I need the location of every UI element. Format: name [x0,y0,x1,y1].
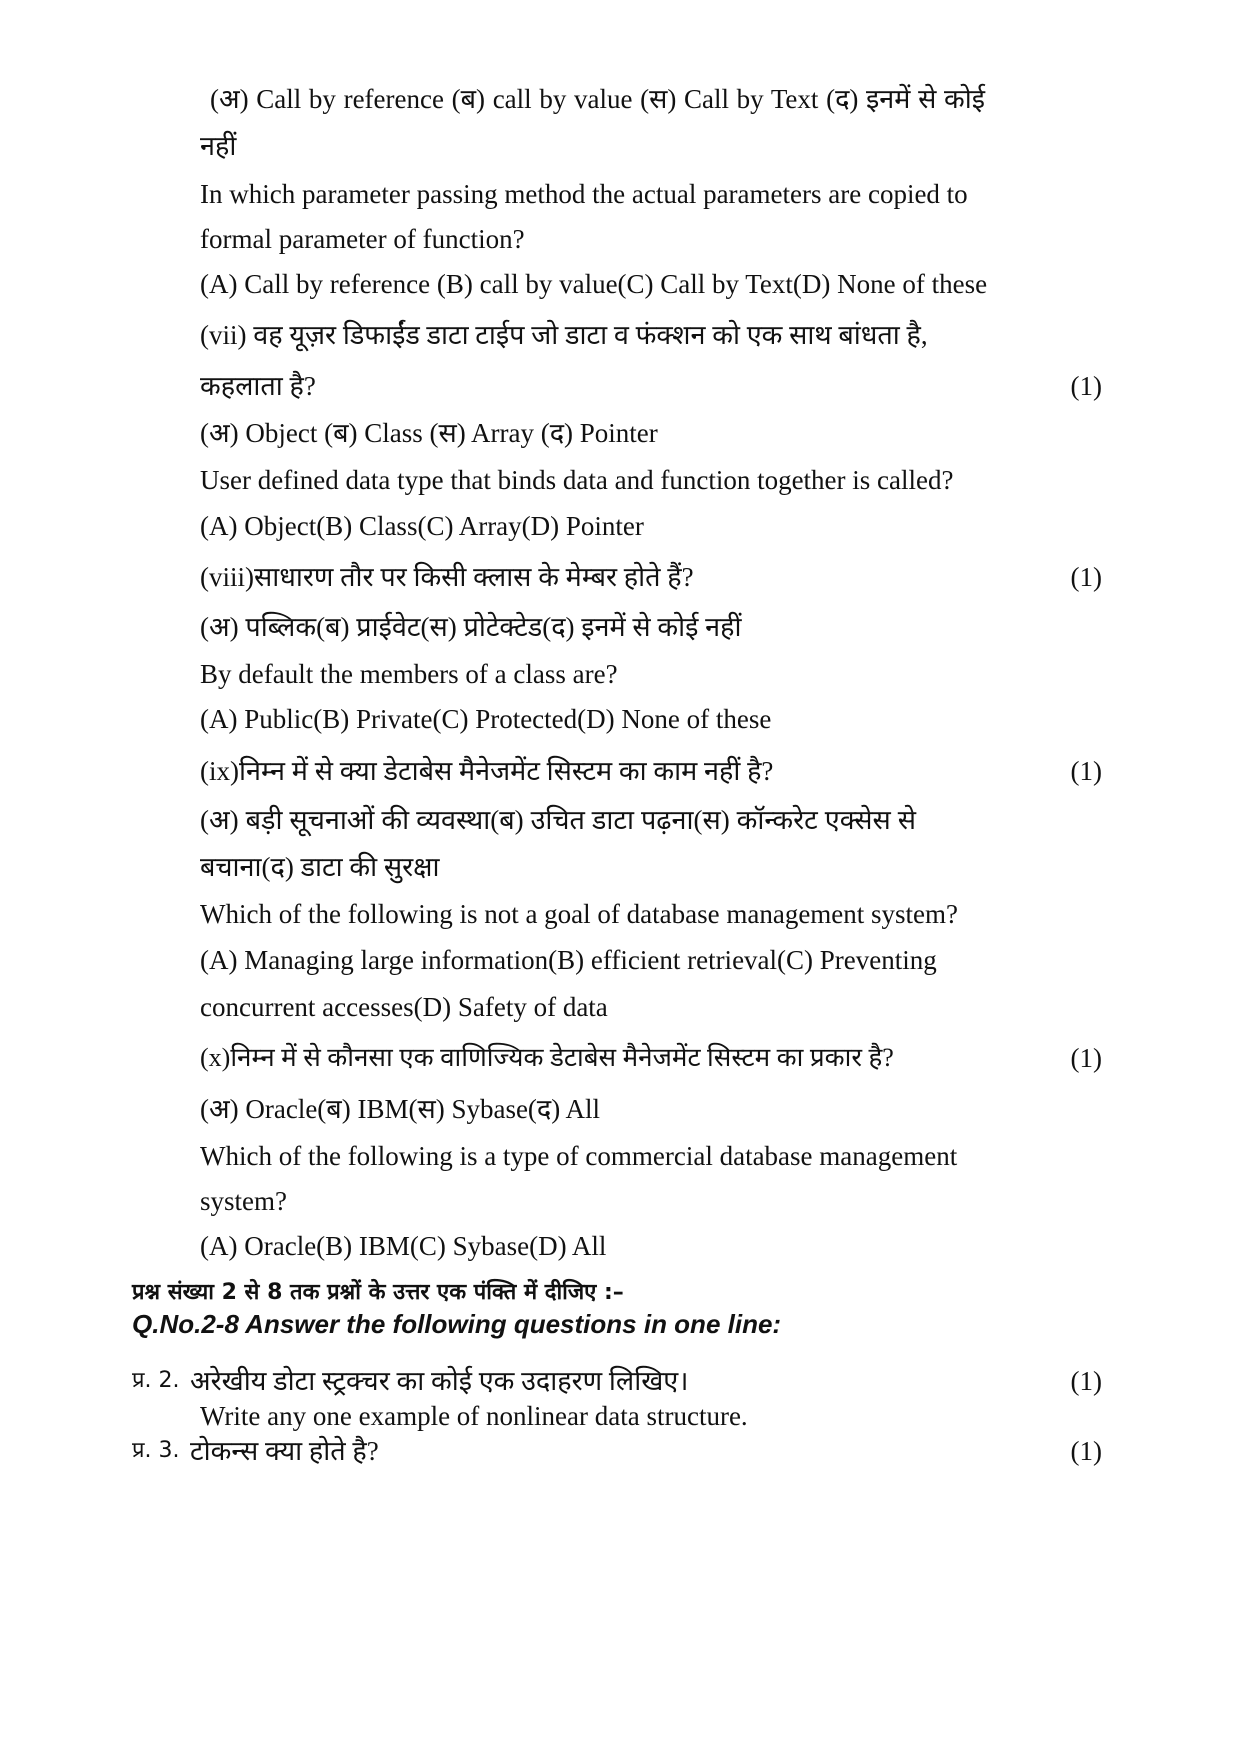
exam-page: (अ) Call by reference (ब) call by value (स) Call by Text (द) इनमें से कोई नहीं In which parameter passing method the actual parameters are copied to formal parameter of function? (A) Call by reference (B) call by value(C) Call by Text(D) None of these (vii) वह यूज़र डिफाईंड डाटा टाईप जो डाटा व फंक्शन को एक साथ बांधता है, कहलाता है? (1) (अ) Object (ब) Class (स) Array (द) Pointer User defined data type that binds data and function together is called? (A) Object(B) Class(C) Array(D) Pointer (viii)साधारण तौर पर किसी क्लास के मेम्बर होते हैं? (1) (अ) पब्लिक(ब) प्राईवेट(स) प्रोटेक्टेड(द) इनमें से कोई नहीं By default the members of a class are? (A) Public(B) Private(C) Protected(D) None of these (ix)निम्न में से क्या डेटाबेस मैनेजमेंट सिस्टम का काम नहीं है? (1) (अ) बड़ी सूचनाओं की व्यवस्था(ब) उचित डाटा पढ़ना(स) कॉन्करेट एक्सेस से बचाना(द) डाटा की सुरक्षा Which of the following is not a goal of database management system? (A) Managing large information(B) efficient retrieval(C) Preventing concurrent accesses(D) Safety of data (x)निम्न में से कौनसा एक वाणिज्यिक डेटाबेस मैनेजमेंट सिस्टम का प्रकार है? (1) (अ) Oracle(ब) IBM(स) Sybase(द) All Which of the following is a type of commercial database management system? (A) Oracle(B) IBM(C) Sybase(D) All प्रश्न संख्या 2 से 8 तक प्रश्नों के उत्तर एक पंक्ति में दीजिए :– Q.No.2-8 Answer the following questions in one line: प्र. 2. अरेखीय डोटा स्ट्रक्चर का कोई एक उदाहरण लिखिए। (1) Write any one example of nonlinear data structure. प्र. 3. टोकन्स क्या होते है? (1) [132,84,1102,1466]
marks-label: (1) [1070,1043,1102,1073]
marks-label: (1) [1070,1436,1102,1466]
marks-label: (1) [1070,756,1102,786]
marks-label: (1) [1070,562,1102,592]
marks-label: (1) [1070,371,1102,401]
question-number: प्र. 2. [132,1368,180,1393]
question-number: प्र. 3. [132,1438,180,1463]
marks-label: (1) [1070,1366,1102,1396]
